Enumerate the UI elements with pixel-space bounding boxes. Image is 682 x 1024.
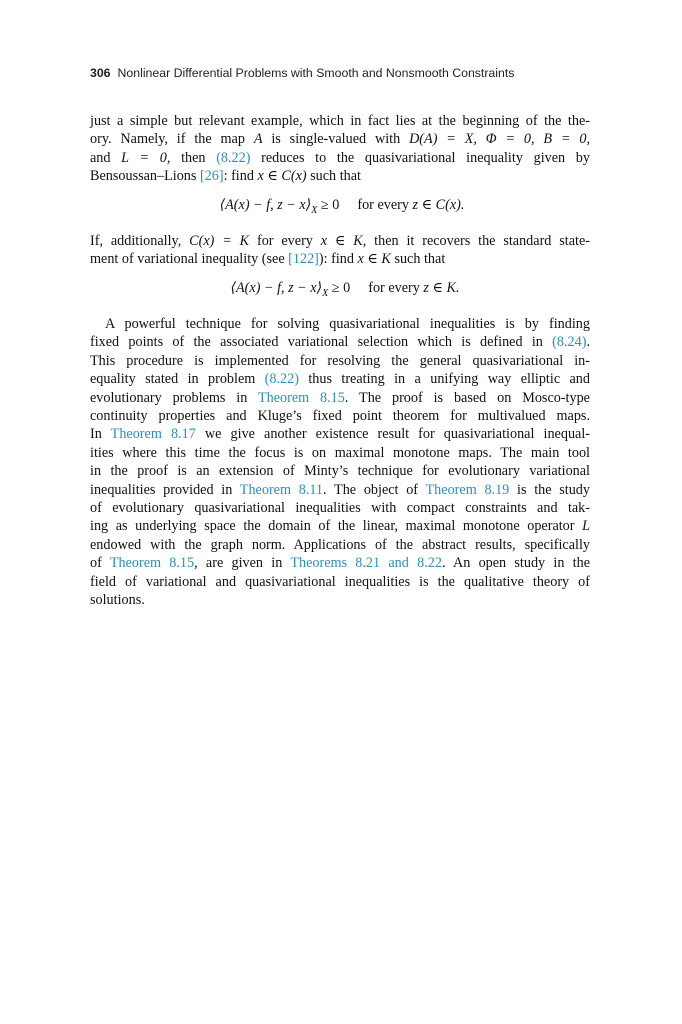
text-run: is the study bbox=[509, 481, 590, 498]
text-run: In bbox=[90, 426, 111, 443]
paragraph-1 bbox=[90, 112, 590, 186]
theorem-ref-link[interactable]: Theorem 8.15 bbox=[109, 555, 195, 572]
display-equation-2 bbox=[90, 279, 590, 303]
equation-ref-link[interactable]: (8.22) bbox=[216, 149, 251, 166]
equation-ref-link[interactable]: (8.22) bbox=[264, 371, 299, 388]
text-line bbox=[90, 130, 590, 148]
text-run: : find bbox=[223, 168, 258, 185]
text-run: of bbox=[90, 555, 110, 572]
text-line bbox=[90, 389, 590, 407]
running-title: Nonlinear Differential Problems with Smooth and Nonsmooth Constraints bbox=[117, 66, 515, 80]
text-run: we give another existence result for quasivariational inequal- bbox=[195, 426, 590, 443]
text-line: of evolutionary quasivariational inequalities with compact constraints and tak- bbox=[90, 499, 590, 516]
theorem-ref-link[interactable]: Theorem 8.15 bbox=[257, 389, 345, 406]
equation-ref-link[interactable]: (8.24) bbox=[552, 334, 587, 351]
equation-condition-math: z ∈ C(x). bbox=[412, 196, 465, 213]
math-inline: D(A) = X, Φ = 0, B = 0, bbox=[409, 131, 591, 148]
text-run: ment of variational inequality (see bbox=[90, 251, 289, 268]
math-inline: x ∈ C(x) bbox=[257, 168, 307, 185]
text-line bbox=[90, 333, 590, 351]
text-run: ory. Namely, if the map bbox=[90, 131, 254, 148]
equation-relation: ≥ 0 bbox=[317, 196, 340, 213]
math-inline: x ∈ K, bbox=[320, 232, 367, 249]
text-line: ities where this time the focus is on maximal monotone maps. The main tool bbox=[90, 444, 590, 461]
theorem-ref-link[interactable]: Theorem 8.19 bbox=[425, 481, 510, 498]
theorem-ref-link[interactable]: Theorems 8.21 and 8.22 bbox=[290, 555, 442, 572]
text-run: then bbox=[170, 149, 217, 166]
math-symbol: L bbox=[582, 518, 590, 535]
text-line: in the proof is an extension of Minty’s technique for evolutionary variational bbox=[90, 463, 590, 480]
text-run: reduces to the quasivariational inequality given by bbox=[250, 149, 590, 166]
text-run: If, additionally, bbox=[90, 232, 190, 249]
text-line: This procedure is implemented for resolving the general quasivariational in- bbox=[90, 352, 590, 369]
equation-condition: for every bbox=[357, 196, 413, 213]
equation-condition: for every bbox=[368, 279, 424, 296]
text-run: is single-valued with bbox=[262, 131, 410, 148]
text-line: solutions. bbox=[90, 592, 145, 608]
text-line bbox=[90, 481, 590, 499]
text-line bbox=[90, 370, 590, 388]
text-line: continuity properties and Kluge’s fixed point theorem for multivalued maps. bbox=[90, 407, 590, 424]
text-run: ): find bbox=[318, 251, 358, 268]
running-header bbox=[90, 66, 590, 80]
text-run: . The proof is based on Mosco-type bbox=[344, 389, 590, 406]
theorem-ref-link[interactable]: Theorem 8.11 bbox=[239, 481, 324, 498]
text-run: Bensoussan–Lions bbox=[90, 168, 200, 185]
text-run: . The object of bbox=[323, 481, 426, 498]
equation-condition-math: z ∈ K. bbox=[423, 279, 460, 296]
body-text bbox=[90, 112, 590, 609]
paragraph-2 bbox=[90, 232, 590, 269]
paragraph-3 bbox=[90, 315, 590, 610]
text-run: such that bbox=[306, 168, 361, 185]
text-run: fixed points of the associated variational selection which is defined in bbox=[90, 334, 553, 351]
page-number: 306 bbox=[90, 66, 111, 80]
text-run: and bbox=[90, 149, 122, 166]
theorem-ref-link[interactable]: Theorem 8.17 bbox=[110, 426, 196, 443]
citation-link[interactable]: [122] bbox=[288, 251, 319, 268]
text-run: for every bbox=[249, 232, 321, 249]
math-inline: x ∈ K bbox=[357, 251, 391, 268]
display-equation-1 bbox=[90, 196, 590, 220]
text-line bbox=[90, 232, 590, 250]
citation-link[interactable]: [26] bbox=[199, 168, 224, 185]
text-run: then it recovers the standard state- bbox=[366, 232, 590, 249]
text-line bbox=[90, 425, 590, 443]
text-line bbox=[90, 250, 590, 268]
equation-relation: ≥ 0 bbox=[328, 279, 351, 296]
text-run: . An open study in the bbox=[441, 555, 591, 572]
text-line: just a simple but relevant example, which in fact lies at the beginning of the the- bbox=[90, 113, 590, 129]
math-symbol: A bbox=[253, 131, 263, 148]
text-run: . bbox=[586, 334, 590, 351]
equation-subscript: X bbox=[322, 287, 329, 299]
text-run: inequalities provided in bbox=[90, 481, 240, 498]
equation-subscript: X bbox=[311, 204, 318, 216]
math-inline: C(x) = K bbox=[189, 232, 250, 249]
text-line bbox=[90, 149, 590, 167]
math-inline: L = 0, bbox=[121, 149, 171, 166]
equation-expression: ⟨A(x) − f, z − x⟩ bbox=[230, 279, 323, 296]
text-line: field of variational and quasivariational inequalities is the qualitative theory of bbox=[90, 573, 590, 590]
text-run: , are given in bbox=[194, 555, 291, 572]
text-run: ing as underlying space the domain of the linear, maximal monotone operator bbox=[90, 518, 583, 535]
text-line bbox=[90, 517, 590, 535]
text-line bbox=[90, 554, 590, 572]
text-line: endowed with the graph norm. Applications of the abstract results, specifically bbox=[90, 536, 590, 553]
text-run: such that bbox=[390, 251, 446, 268]
text-run: equality stated in problem bbox=[90, 371, 265, 388]
text-line bbox=[90, 167, 590, 185]
text-run: thus treating in a unifying way elliptic and bbox=[298, 371, 590, 388]
text-run: evolutionary problems in bbox=[90, 389, 258, 406]
text-line: A powerful technique for solving quasivariational inequalities is by finding bbox=[105, 315, 590, 332]
equation-expression: ⟨A(x) − f, z − x⟩ bbox=[219, 196, 312, 213]
